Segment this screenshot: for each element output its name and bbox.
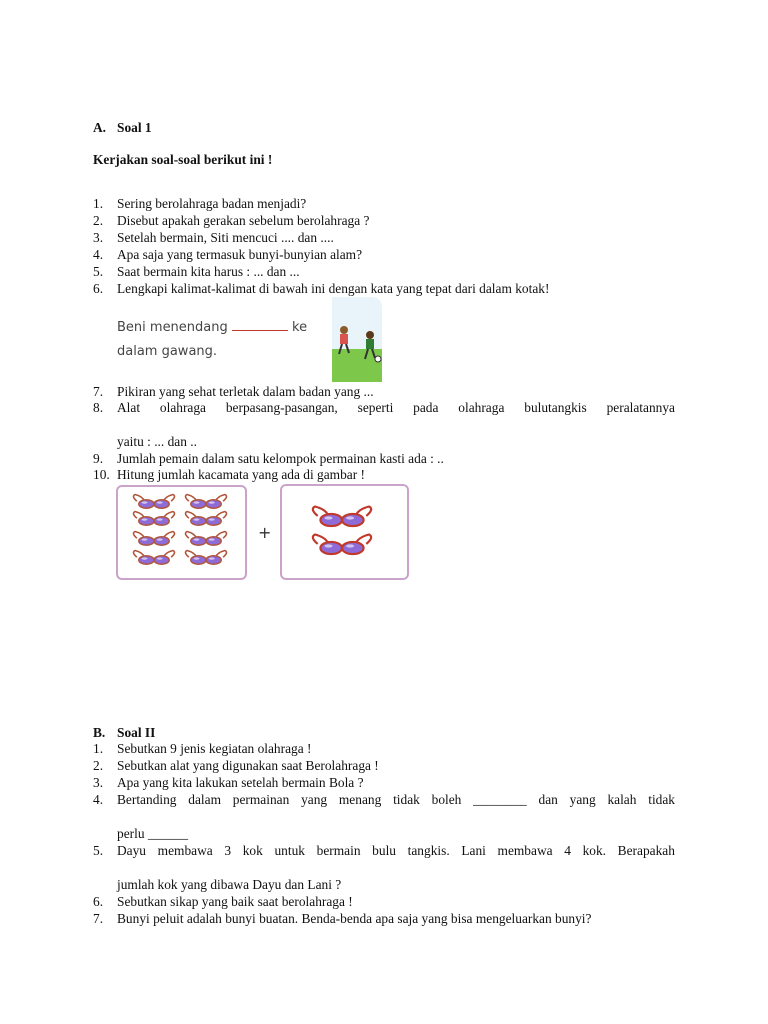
list-item: 10. <box>93 467 110 482</box>
list-item-text: Hitung jumlah kacamata yang ada di gambar ! <box>117 467 366 482</box>
sunglasses-icon <box>185 495 226 509</box>
soccer-image <box>332 297 382 382</box>
section-a-instruction: Kerjakan soal-soal berikut ini ! <box>93 152 273 167</box>
list-item: 6. <box>93 894 104 909</box>
list-item: 9. <box>93 451 104 466</box>
list-item: 4. <box>93 247 104 262</box>
list-item-continuation: jumlah kok yang dibawa Dayu dan Lani ? <box>117 877 342 892</box>
glasses-grid <box>118 487 245 578</box>
sunglasses-icon <box>185 532 226 546</box>
plus-sign: + <box>258 523 272 542</box>
list-item-text-justified: Dayu membawa 3 kok untuk bermain bulu tangkis. Lani membawa 4 kok. Berapakah <box>117 843 675 858</box>
sunglasses-icon <box>133 512 174 526</box>
list-item: 7. <box>93 911 104 926</box>
list-item: 3. <box>93 775 104 790</box>
list-item-text: Apa yang kita lakukan setelah bermain Bola ? <box>117 775 364 790</box>
list-item-text: Jumlah pemain dalam satu kelompok permainan kasti ada : .. <box>117 451 444 466</box>
soccer-players-icon <box>332 297 382 382</box>
list-item-text: Lengkapi kalimat-kalimat di bawah ini dengan kata yang tepat dari dalam kotak! <box>117 281 550 296</box>
glasses-box-right <box>280 484 409 580</box>
list-item: 8. <box>93 400 104 415</box>
list-item: 5. <box>93 843 104 858</box>
section-b-letter: B. <box>93 725 106 740</box>
section-a-letter: A. <box>93 120 107 135</box>
sunglasses-icon <box>133 551 174 565</box>
section-a-title: Soal 1 <box>117 120 152 135</box>
list-item-text: Sebutkan sikap yang baik saat berolahraga ! <box>117 894 353 909</box>
list-item: 2. <box>93 758 104 773</box>
sunglasses-icon <box>185 551 226 565</box>
glasses-pair <box>282 486 407 578</box>
sunglasses-icon <box>185 512 226 526</box>
list-item: 2. <box>93 213 104 228</box>
sunglasses-icon <box>133 495 174 509</box>
list-item: 7. <box>93 384 104 399</box>
sunglasses-icon <box>313 535 371 555</box>
list-item-continuation: yaitu : ... dan .. <box>117 434 197 449</box>
list-item: 3. <box>93 230 104 245</box>
figure-sentence-line1: Beni menendang ke <box>117 320 308 335</box>
list-item: 6. <box>93 281 104 296</box>
list-item-text-justified: Bertanding dalam permainan yang menang tidak boleh ________ dan yang kalah tidak <box>117 792 675 807</box>
list-item-text: Setelah bermain, Siti mencuci .... dan .... <box>117 230 334 245</box>
glasses-box-left <box>116 485 247 580</box>
answer-blank <box>232 330 288 331</box>
list-item-text: Bunyi peluit adalah bunyi buatan. Benda-benda apa saja yang bisa mengeluarkan bunyi? <box>117 911 592 926</box>
list-item-text: Sebutkan alat yang digunakan saat Berolahraga ! <box>117 758 379 773</box>
list-item-text: Apa saja yang termasuk bunyi-bunyian alam? <box>117 247 363 262</box>
list-item-text: Saat bermain kita harus : ... dan ... <box>117 264 300 279</box>
list-item-text-justified: Alat olahraga berpasang-pasangan, seperti pada olahraga bulutangkis peralatannya <box>117 400 675 415</box>
list-item-text: Pikiran yang sehat terletak dalam badan yang ... <box>117 384 374 399</box>
list-item: 5. <box>93 264 104 279</box>
sunglasses-icon <box>133 532 174 546</box>
list-item: 4. <box>93 792 104 807</box>
list-item-text: Sering berolahraga badan menjadi? <box>117 196 307 211</box>
list-item-text: Sebutkan 9 jenis kegiatan olahraga ! <box>117 741 312 756</box>
list-item-continuation: perlu ______ <box>117 826 189 841</box>
figure-sentence-line2: dalam gawang. <box>117 344 218 359</box>
list-item: 1. <box>93 196 104 211</box>
section-b-title: Soal II <box>117 725 156 740</box>
list-item: 1. <box>93 741 104 756</box>
sunglasses-icon <box>313 507 371 527</box>
list-item-text: Disebut apakah gerakan sebelum berolahraga ? <box>117 213 370 228</box>
